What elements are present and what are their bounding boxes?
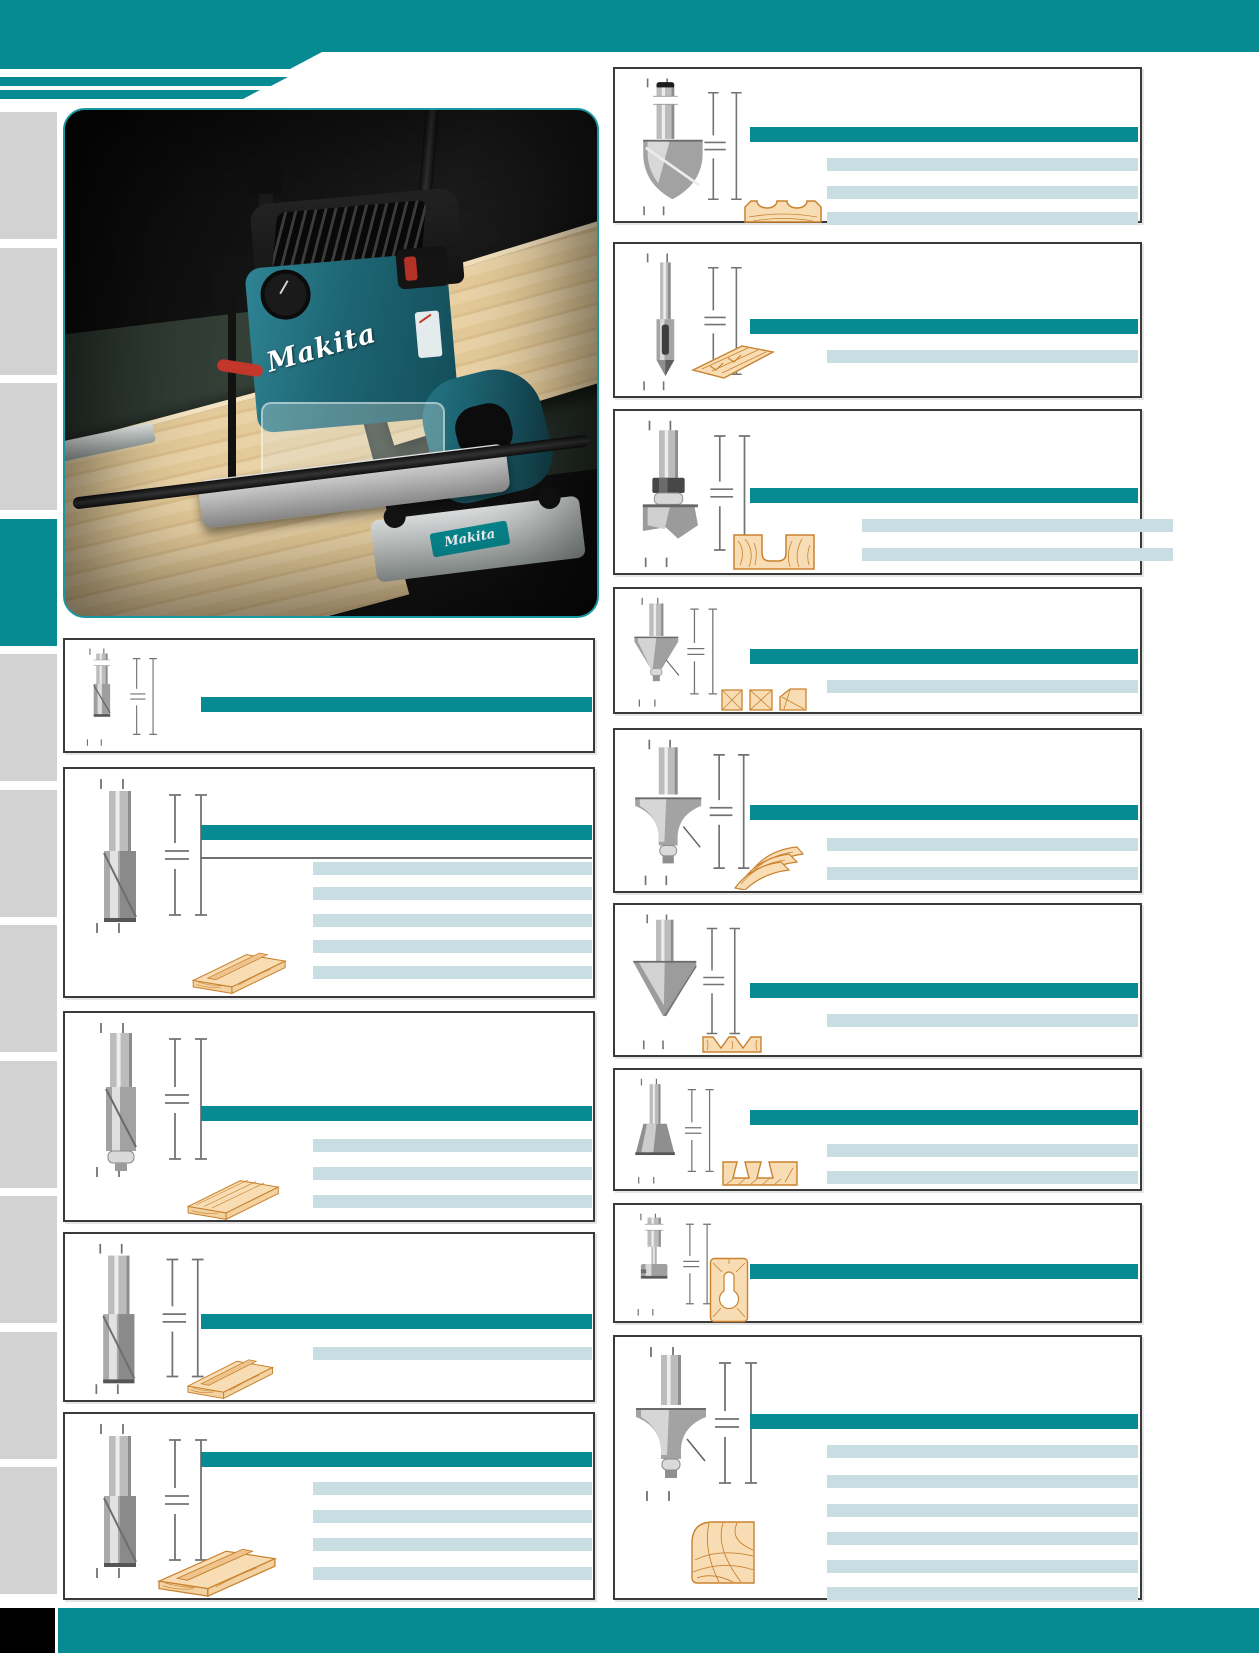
product-title-bar	[750, 805, 1138, 820]
product-title-bar	[750, 319, 1138, 334]
product-box-L4	[63, 1232, 595, 1402]
spec-row-bar-1	[827, 158, 1138, 171]
wood-profile-icon-dado-3d	[155, 1540, 281, 1603]
spec-row-bar-1	[313, 862, 592, 875]
product-title-bar	[750, 488, 1138, 503]
spec-row-bar-3	[827, 1504, 1138, 1517]
product-title-bar	[750, 983, 1138, 998]
header-stripe-2	[0, 90, 260, 99]
product-title-bar	[201, 1106, 592, 1121]
side-tab-10	[0, 1332, 57, 1459]
spec-row-bar-1	[827, 350, 1138, 363]
spec-row-bar-1	[313, 1482, 592, 1495]
side-tab-8	[0, 1061, 57, 1188]
wood-profile-icon-rounded-square	[689, 1520, 757, 1590]
wood-profile-icon-vgrooves	[701, 1029, 763, 1059]
spec-row-bar-2	[862, 548, 1173, 561]
spec-row-bar-3	[313, 914, 592, 927]
wood-profile-icon-keyhole-plate	[709, 1257, 749, 1328]
product-box-R6	[613, 903, 1142, 1057]
product-box-R2	[613, 242, 1142, 398]
product-box-R9	[613, 1335, 1142, 1600]
spec-row-bar-4	[827, 1532, 1138, 1545]
spec-row-bar-2	[827, 1171, 1138, 1184]
header-teal-band-extension	[0, 52, 322, 69]
side-tab-3	[0, 383, 57, 510]
product-box-R5	[613, 728, 1142, 893]
product-title-bar	[201, 825, 592, 840]
edge-guide-makita-label: Makita	[429, 520, 510, 557]
product-title-bar	[750, 649, 1138, 664]
spec-row-bar-2	[313, 1510, 592, 1523]
spec-row-bar-2	[827, 186, 1138, 199]
wood-profile-icon-uchannel	[732, 533, 816, 576]
makita-logo: Makita	[263, 317, 380, 379]
product-title-bar	[750, 1264, 1138, 1279]
wood-profile-icon-dovetail-slots	[721, 1160, 799, 1192]
product-box-L2	[63, 767, 595, 998]
spec-row-bar-3	[827, 212, 1138, 225]
wood-profile-icon-vboard	[690, 342, 776, 387]
product-box-R3	[613, 409, 1142, 575]
spec-row-bar-2	[313, 1167, 592, 1180]
spec-row-bar-1	[827, 1144, 1138, 1157]
product-title-bar	[201, 697, 592, 712]
side-tab-9	[0, 1196, 57, 1323]
side-tab-2	[0, 248, 57, 375]
header-stripe-1	[0, 77, 288, 86]
spec-row-bar-5	[313, 966, 592, 979]
side-tab-11	[0, 1467, 57, 1594]
product-box-R7	[613, 1068, 1142, 1191]
spec-row-bar-2	[313, 887, 592, 900]
footer-teal-bar	[58, 1608, 1259, 1653]
wood-profile-icon-chamfer-blocks	[720, 687, 812, 718]
spec-row-bar-3	[313, 1538, 592, 1551]
side-tab-1	[0, 112, 57, 239]
spec-row-bar-2	[827, 1475, 1138, 1488]
wood-profile-icon-board-3d	[185, 1171, 283, 1226]
side-tab-7	[0, 925, 57, 1052]
product-title-bar	[750, 1414, 1138, 1429]
header-teal-band	[0, 0, 1259, 52]
product-title-bar	[201, 1314, 592, 1329]
wood-profile-icon-dado-3d	[185, 1352, 277, 1405]
spec-row-bar-6	[827, 1587, 1138, 1600]
product-box-R4	[613, 587, 1142, 714]
spec-row-bar-4	[313, 940, 592, 953]
product-title-bar	[201, 1452, 592, 1467]
product-box-L3	[63, 1011, 595, 1222]
product-box-L1	[63, 638, 595, 753]
product-box-L5	[63, 1412, 595, 1600]
spec-row-bar-1	[862, 519, 1173, 532]
product-box-R8	[613, 1203, 1142, 1323]
wood-profile-icon-cove-molding	[743, 197, 823, 229]
side-tab-5	[0, 654, 57, 781]
spec-row-bar-3	[313, 1195, 592, 1208]
router-bit-illustration-flushtrim	[71, 1019, 257, 1184]
photo-vignette	[65, 110, 597, 616]
spec-row-bar-2	[827, 867, 1138, 880]
side-tab-4-active	[0, 519, 57, 646]
spec-row-bar-4	[313, 1567, 592, 1580]
spec-row-bar-1	[313, 1139, 592, 1152]
divider-rule	[201, 857, 592, 859]
spec-row-bar-1	[313, 1347, 592, 1360]
footer-black-block	[0, 1608, 55, 1653]
router-photo	[63, 108, 599, 618]
spec-row-bar-1	[827, 1445, 1138, 1458]
spec-row-bar-1	[827, 680, 1138, 693]
product-title-bar	[750, 127, 1138, 142]
product-title-bar	[750, 1110, 1138, 1125]
spec-row-bar-1	[827, 1014, 1138, 1027]
side-tab-6	[0, 790, 57, 917]
spec-row-bar-1	[827, 838, 1138, 851]
wood-profile-icon-dado-3d	[190, 945, 290, 1000]
wood-profile-icon-cove-stack	[733, 846, 805, 895]
product-box-R1	[613, 67, 1142, 223]
spec-row-bar-5	[827, 1560, 1138, 1573]
